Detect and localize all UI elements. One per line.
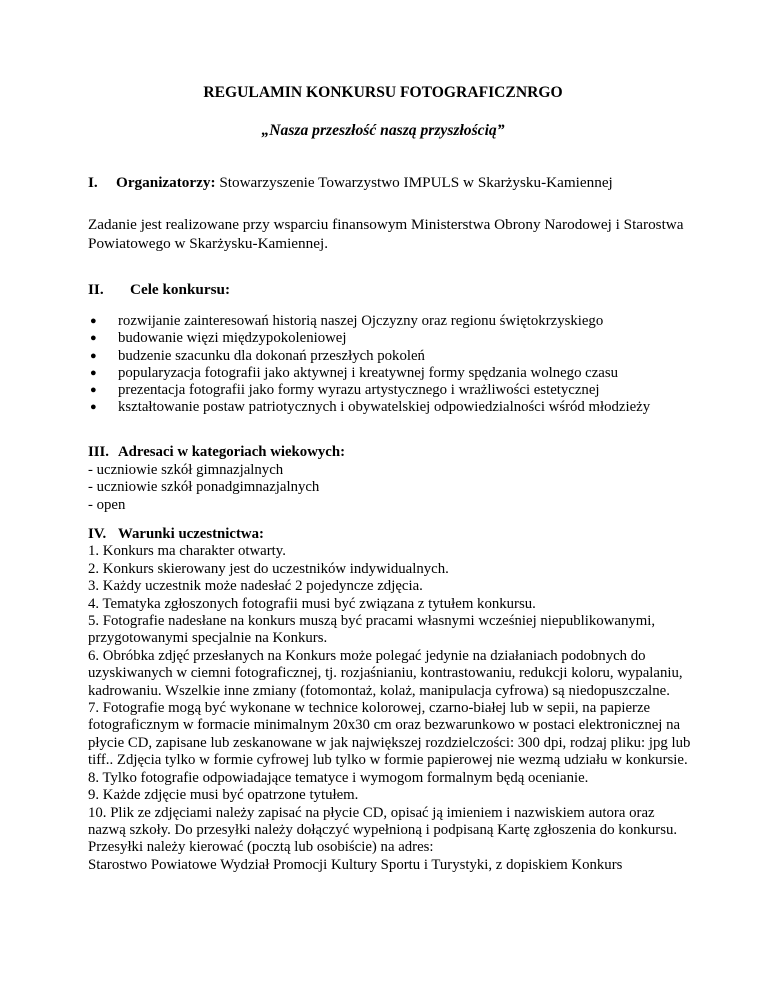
list-item: 3. Każdy uczestnik może nadesłać 2 pojedyncze zdjęcia. (88, 578, 423, 595)
section-label: Adresaci w kategoriach wiekowych: (118, 444, 345, 460)
list-item: 8. Tylko fotografie odpowiadające tematyce i wymogom formalnym będą ocenianie. (88, 769, 589, 786)
bullet-icon: ● (90, 315, 97, 327)
list-item: 4. Tematyka zgłoszonych fotografii musi być związana z tytułem konkursu. (88, 595, 536, 612)
list-item: ● prezentacja fotografii jako formy wyrazu artystycznego i wrażliwości estetycznej (90, 382, 600, 399)
section-conditions (88, 526, 692, 874)
section-recipients (88, 444, 708, 514)
section-organizers (88, 173, 708, 192)
bullet-icon: ● (90, 401, 97, 414)
section-heading (88, 444, 708, 462)
bullet-icon: ● (90, 384, 97, 397)
section-numeral: IV. (88, 526, 107, 542)
section-numeral: III. (88, 444, 109, 460)
document-title: REGULAMIN KONKURSU FOTOGRAFICZNRGO (203, 84, 563, 101)
list-item: - uczniowie szkół gimnazjalnych (88, 461, 284, 478)
section-label: Cele konkursu: (130, 281, 231, 298)
list-item: ● kształtowanie postaw patriotycznych i obywatelskiej odpowiedzialności wśród młodzieży (90, 399, 651, 416)
list-item: 1. Konkurs ma charakter otwarty. (88, 543, 286, 560)
list-item: 5. Fotografie nadesłane na konkurs muszą być pracami własnymi wcześniej niepublikowanymi, przygotowanymi specjalnie na Konkurs. (88, 613, 656, 647)
section-numeral: II. (88, 281, 104, 298)
section-numeral: I. (88, 174, 98, 191)
section-text: Stowarzyszenie Towarzystwo IMPULS w Skarżysku-Kamiennej (215, 174, 613, 191)
bullet-icon: ● (90, 332, 97, 345)
section-label: Warunki uczestnictwa: (118, 526, 264, 542)
list-item: ● budowanie więzi międzypokoleniowej (90, 330, 347, 347)
list-item: 2. Konkurs skierowany jest do uczestników indywidualnych. (88, 560, 449, 577)
list-item: 9. Każde zdjęcie musi być opatrzone tytułem. (88, 787, 359, 804)
section-heading (88, 526, 692, 543)
section-goals-heading (88, 280, 708, 299)
list-item: 6. Obróbka zdjęć przesłanych na Konkurs może polegać jedynie na działaniach podobnych do uzyskiwanych w ciemni fotograficznej, tj. rozjaśnianiu, kontrastowaniu, redukcji koloru, wypalaniu, kadrowaniu. Wszelkie inne zmiany (fotomontaż, kolaż, manipulacja cyfrowa) są niedopuszczalne. (88, 647, 683, 699)
goals-list (88, 313, 708, 417)
list-item: ● budzenie szacunku dla dokonań przeszłych pokoleń (90, 347, 425, 364)
bullet-icon: ● (90, 366, 97, 379)
address-line: Starostwo Powiatowe Wydział Promocji Kultury Sportu i Turystyki, z dopiskiem Konkurs (88, 856, 623, 873)
section-label: Organizatorzy: (116, 174, 216, 191)
list-item: - open (88, 496, 126, 513)
list-item: ● rozwijanie zainteresowań historią naszej Ojczyzny oraz regionu świętokrzyskiego (90, 313, 604, 329)
funding-paragraph: Zadanie jest realizowane przy wsparciu finansowym Ministerstwa Obrony Narodowej i Starostwa Powiatowego w Skarżysku-Kamiennej. (88, 216, 684, 252)
list-item: ● popularyzacja fotografii jako aktywnej i kreatywnej formy spędzania wolnego czasu (90, 364, 619, 381)
list-item: 7. Fotografie mogą być wykonane w technice kolorowej, czarno-białej lub w sepii, na papierze fotograficznym w formacie minimalnym 20x30 cm oraz bezwarunkowo w postaci elektronicznej na płycie CD, zapisane lub zeskanowane w jak największej rozdzielczości: 300 dpi, rodzaj pliku: jpg lub tiff.. Zdjęcia tylko w formie cyfrowej lub tylko w formie papierowej nie wezmą udziału w konkursie. (88, 700, 691, 769)
list-item: 10. Plik ze zdjęciami należy zapisać na płycie CD, opisać ją imieniem i nazwiskiem autora oraz nazwą szkoły. Do przesyłki należy dołączyć wypełnioną i podpisaną Kartę zgłoszenia do konkursu. Przesyłki należy kierować (pocztą lub osobiście) na adres: (88, 804, 678, 856)
document-subtitle: „Nasza przeszłość naszą przyszłością” (261, 122, 505, 139)
bullet-icon: ● (90, 349, 97, 362)
list-item: - uczniowie szkół ponadgimnazjalnych (88, 479, 320, 495)
